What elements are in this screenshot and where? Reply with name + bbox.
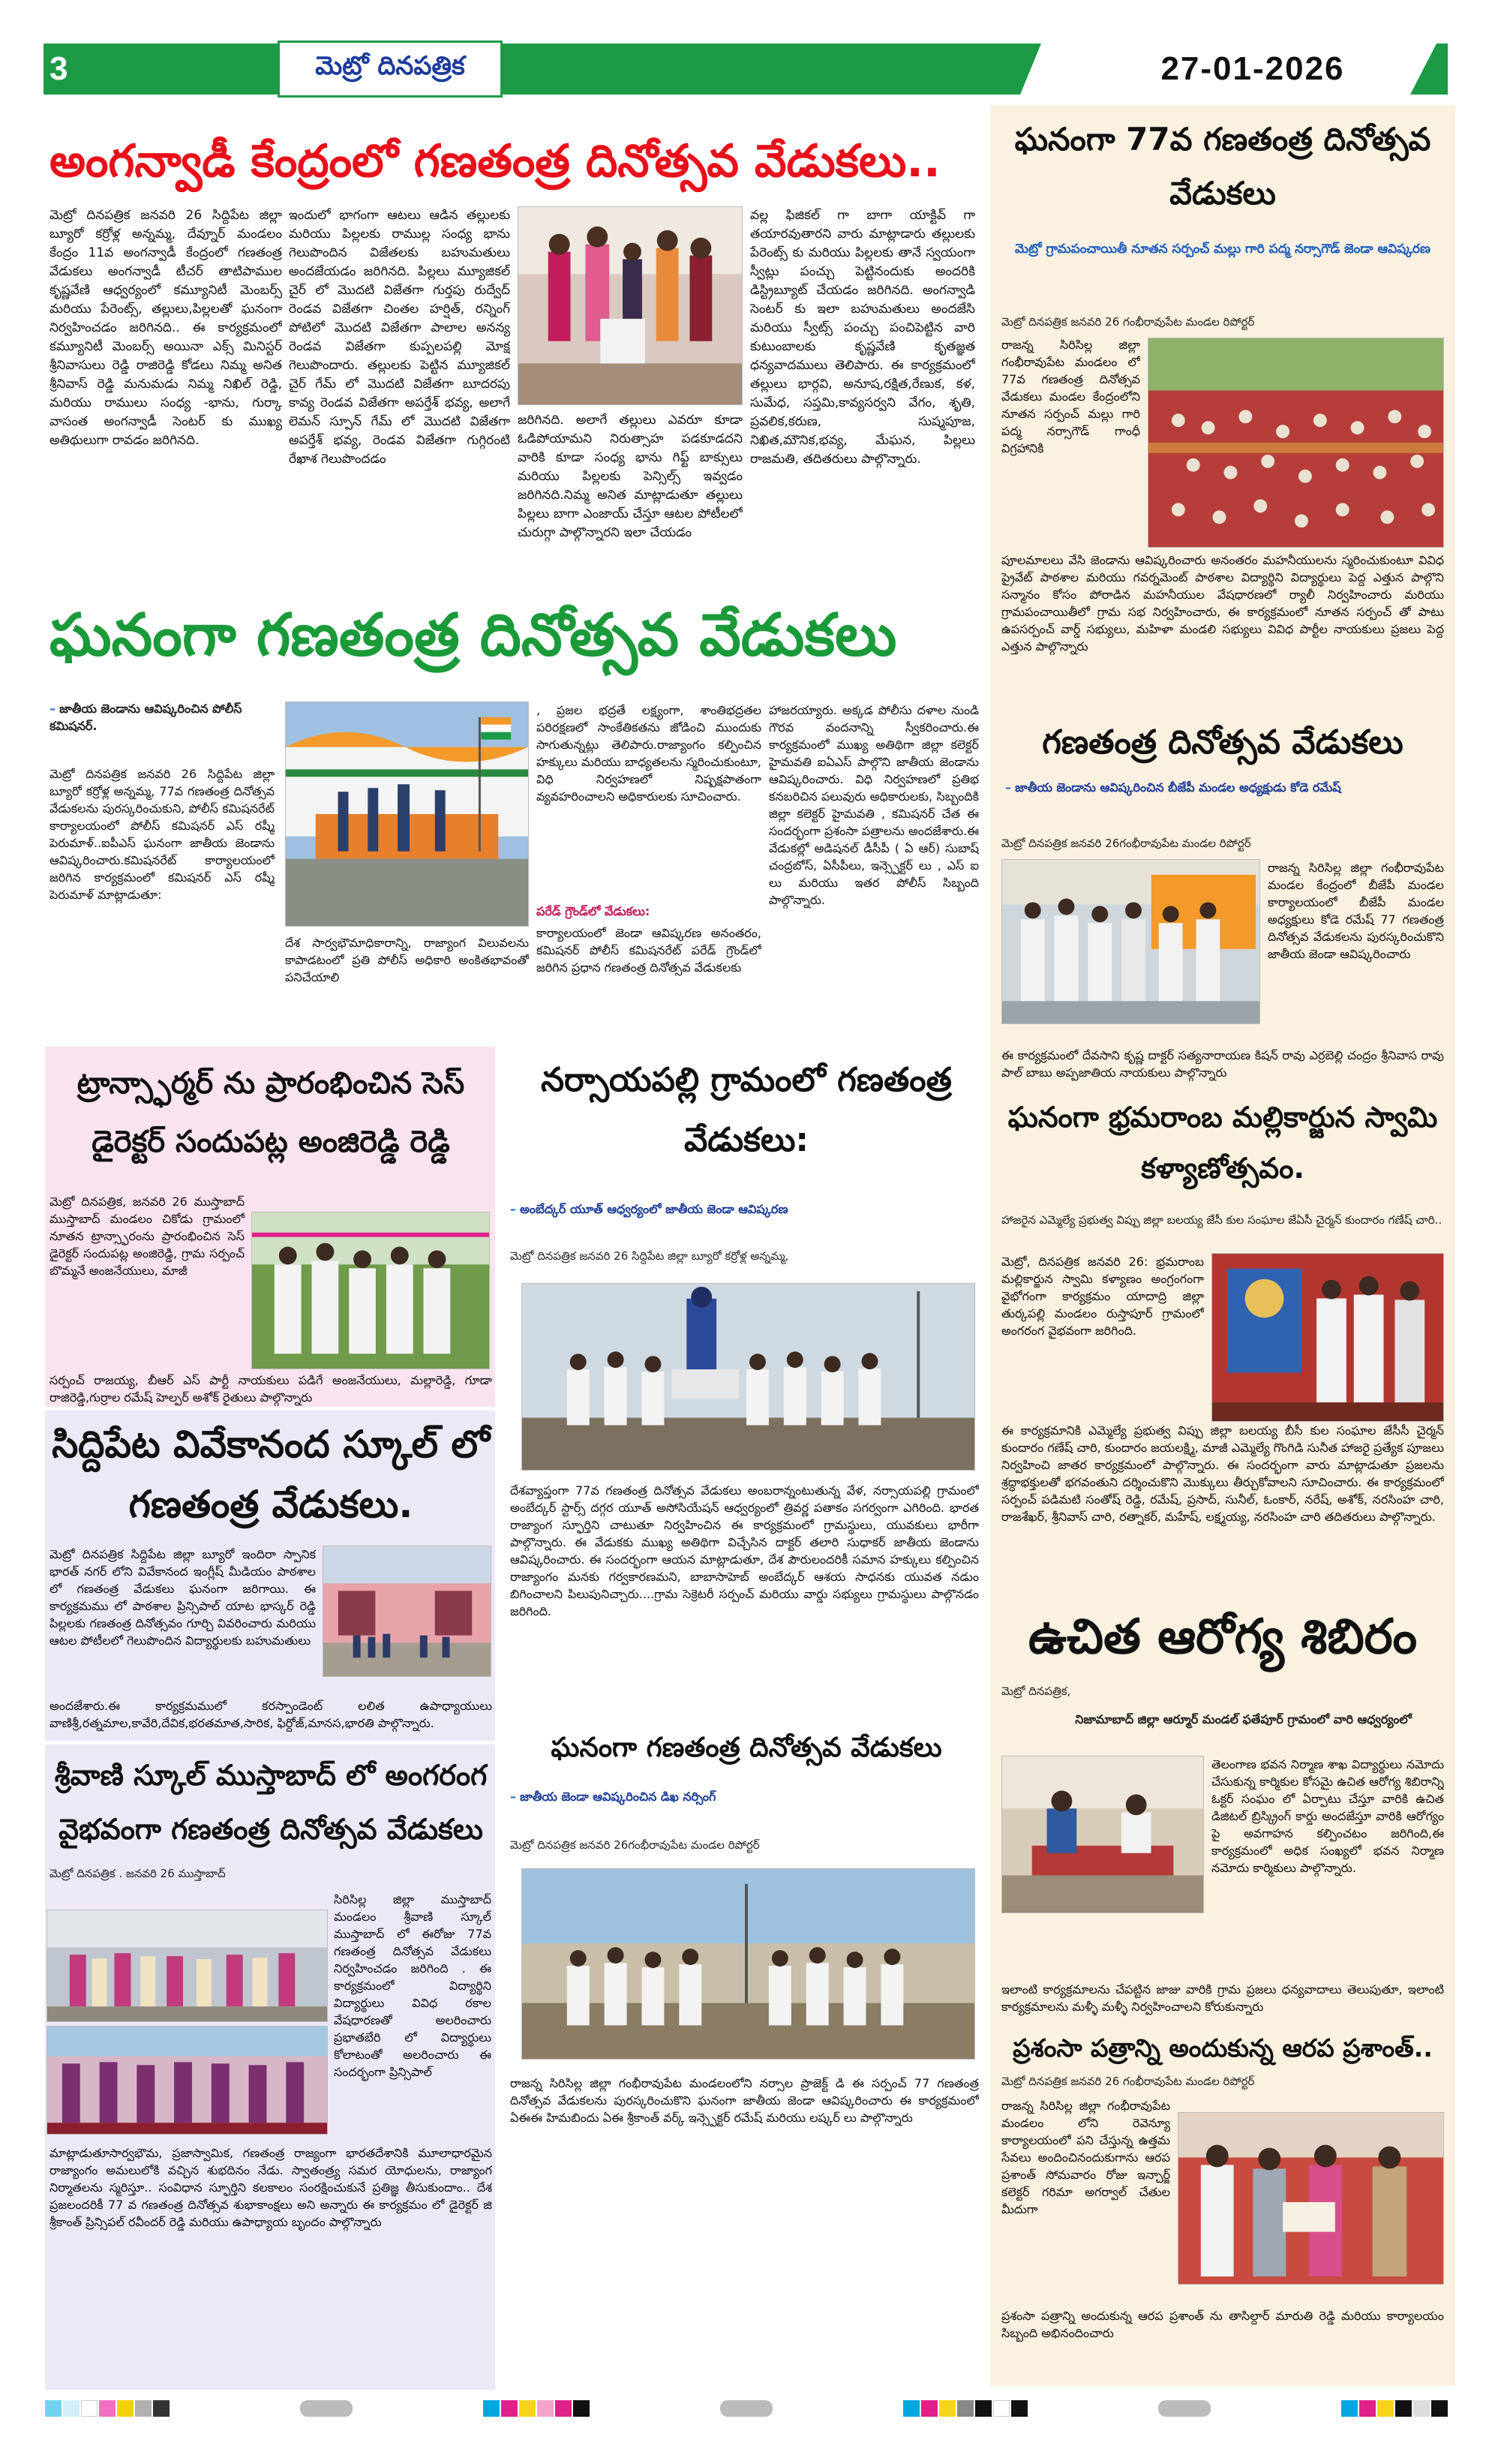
srivani-dateline: మెట్రో దినపత్రిక . జనవరి 26 ముస్తాబాద్ xyxy=(50,1867,226,1880)
dila-sub-text: జాతీయ జెండా ఆవిష్కరించిన డిఖ నర్సింగ్ xyxy=(520,1789,716,1804)
color-swatches xyxy=(720,2400,773,2417)
bjp-col2: ఈ కార్యక్రమంలో దేవసాని కృష్ణ దాక్టర్ సత్యనారాయణ కిషన్ రావు ఎర్రబెల్లి చంద్రం శ్రీనివాస రావు పాల్ బాబు అప్పజాతియ నాయకులు పాల్గొన్నారు xyxy=(1001,1048,1444,1080)
narsayapalli-headline: నర్సాయపల్లి గ్రామంలో గణతంత్ర వేడుకలు: xyxy=(541,1061,952,1159)
sub-dash: – xyxy=(50,702,56,716)
anganwadi-col1: మెట్రో దినపత్రిక జనవరి 26 సిద్దిపేట జిల్లా బ్యూరో కర్రోళ్ల అన్నమ్మ, దేవ్నూర్ మండలం కేంద్రం 11వ అంగన్వాడీ కేంద్రంలో గణతంత్ర వేడుకలు అంగన్వాడీ టీచర్ తాటిపాముల కృష్ణవేణి ఆధ్వర్యంలో కమ్యూనిటీ మెంబర్స్ మరియు పేరెంట్స్, తల్లులు,పిల్లలతో ఘనంగా నిర్వహించడం జరిగినది.. ఈ కార్యక్రమంలో కమ్యూనిటీ మెంబర్స్ అయినా ఎక్స్ మినిస్టర్ శ్రీనివాసులు రెడ్డి రాజిరెడ్డి కోడలు నిమ్మ అనిత శ్రీనివాస్ రెడ్డి మనుమడు నిమ్మ నిఖిల్ రెడ్డి, మరియు రాములు సంధ్య -భాను, గుర్కా వాసంత అంగన్వాడీ సెంటర్ కు ముఖ్య అతిథులుగా రావడం జరిగినది. xyxy=(50,208,282,448)
sub-dash: – xyxy=(510,1789,516,1804)
color-swatches xyxy=(903,2400,1028,2417)
color-swatches xyxy=(483,2400,590,2417)
anganwadi-headline: అంగన్వాడీ కేంద్రంలో గణతంత్ర దినోత్సవ వేడుకలు.. xyxy=(50,135,941,188)
srivani-col2: మాట్లాడుతూసార్వభౌమ, ప్రజాస్వామిక, గణతంత్ర రాజ్యంగా భారతదేశానికి మూలాధారమైన రాజ్యాంగం అమలులోకి వచ్చిన శుభదినం నేడు. స్వాతంత్ర్య సమర యోధులను, రాజ్యాంగ నిర్మాతలను స్మరిస్తూ.. సంవిధాన స్ఫూర్తిని కలకాలం సంరక్షించుకునే ప్రతిజ్ఞ తీసుకుందాం.. దేశ ప్రజలందరికీ 77 వ గణతంత్ర దినోత్సవ శుభాకాంక్షలు అని అన్నారు ఈ కార్యక్రమం లో డైరెక్టర్ జి శ్రీకాంత్ ప్రిన్సిపల్ రవీందర్ రెడ్డి మరియు ఉపాధ్యాయ బృందం పాల్గొన్నారు xyxy=(50,2146,492,2229)
police-col3: హాజరయ్యారు. అక్కడ పోలీసు దళాల నుండి గౌరవ వందనాన్ని స్వీకరించారు.ఈ కార్యక్రమంలో ముఖ్య అతిథిగా జిల్లా కలెక్టర్ హైమవతి ఐఏఎస్ పాల్గొని జాతీయ జెండాను ఆవిష్కరించారు. విధి నిర్వహణలో ప్రతిభ కనబరిచిన పలువురు అధికారులకు, సిబ్బందికి జిల్లా కలెక్టర్ హైమవతి , కమిషనర్ చేత ఈ సందర్భంగా ప్రశంసా పత్రాలను అందజేశారు.ఈ వేడుకల్లో అడిషనల్ డీసీపీ ( ఏ ఆర్) సుబాష్ చంద్రబోస్, ఏసీపీలు, ఇన్స్పెక్టర్ లు , ఎస్ ఐ లు మరియు ఇతర పోలీస్ సిబ్బంది పాల్గొన్నారు. xyxy=(769,703,979,907)
bhramaramba-col2: ఈ కార్యక్రమానికి ఎమ్మెల్యే ప్రభుత్వ విప్పు జిల్లా బలయ్య బీసీ కుల సంఘాల జేసీసీ చైర్మన్ కుందారం గణేష్ చారి, కుందారం జయలక్ష్మి, మాజీ ఎమ్మెల్యే గొంగిడి సునీత హాజరై ప్రత్యేక పూజలు నిర్వహించి జాతర కార్యక్రమంలో పాల్గొన్నారు. ఈ సందర్భంగా వారు మాట్లాడుతూ ప్రజలను శ్రద్ధాభక్తులతో భగవంతుని దర్శించుకొని మొక్కులు తీర్చుకోవాలని సూచించారు. ఈ కార్యక్రమంలో సర్పంచ్ పడిమటి సంతోష్ రెడ్డి, రమేష్, ప్రసాద్, సునీల్, ఓంకార్, నరేష్, అశోక్, నరసింహ చారి, రాజశేఖర్, శ్రీనివాస్ చారి, రత్నాకర్, మహేష్, లక్ష్మయ్య, నరసింహ చారి తదితరులు పాల్గొన్నారు. xyxy=(1001,1423,1444,1524)
registration-strip xyxy=(45,2397,1448,2420)
bjp-col1: రాజన్న సిరిసిల్ల జిల్లా గంభీరావుపేట మండల కేంద్రంలో బీజేపీ మండల కార్యాలయంలో బీజేపీ మండల అధ్యక్షులు కోడె రమేష్ 77 గణతంత్ర దినోత్సవ వేడుకలను పురస్కరించుకొని జాతీయ జెండా ఆవిష్కరించారు xyxy=(1268,861,1444,961)
srivani-col1: సిరిసిల్ల జిల్లా ముస్తాబాద్ మండలం శ్రీవాణి స్కూల్ ముస్తాబాద్ లో ఈరోజు 77వ గణతంత్ర దినోత్సవ వేడుకలు నిర్వహించడం జరిగింది . ఈ కార్యక్రమంలో విద్యార్థిని విద్యార్థులు వివిధ రకాల వేషధారణతో అలరించారు ప్రభాతబేరి లో విద్యార్థులు కోలాటంతో అలరించారు ఈ సందర్భంగా ప్రిన్సిపాల్ xyxy=(334,1892,491,2079)
vivekananda-col2: అందజేశారు.ఈ కార్యక్రమములో కరస్పాండెంట్ లలిత ఉపాధ్యాయులు వాణిశ్రీ,రత్నమాల,కావేరి,దేవిక,భరతమాత,సారిక, ఫిర్దోజ్,మానస,భారతి పాల్గొన్నారు. xyxy=(50,1699,492,1730)
police-col1b: దేశ సార్వభౌమాధికారాన్ని, రాజ్యాంగ విలువలను కాపాడటంలో ప్రతి పోలీస్ అధికారి అంకితభావంతో పనిచేయాలి xyxy=(285,936,529,984)
bjp-photo xyxy=(1001,859,1260,1024)
green-bar xyxy=(44,44,1079,95)
right77-dateline: మెట్రో దినపత్రిక జనవరి 26 గంభీరావుపేట మండల రిపోర్టర్ xyxy=(1001,315,1255,329)
bhramaramba-intro: హాజరైన ఎమ్మెల్యే ప్రభుత్వ విప్పు జిల్లా బలయ్య జేసీ కుల సంఘాల జేఏసీ చైర్మన్ కుందారం గణేష్ చారి.. xyxy=(1001,1213,1442,1227)
dila-body: రాజన్న సిరిసిల్ల జిల్లా గంభీరావుపేట మండలంలోని నర్సాల ప్రాజెక్ట్ డి ఈ సర్పంచ్ 77 గణతంత్ర దినోత్సవ వేడుకలను పురస్కరించుకొని ఘనంగా జాతీయ జెండా ఆవిష్కరించారు ఈ కార్యక్రమంలో ఏఈఈ హిమబిందు ఏఈ శ్రీకాంత్ వర్క్ ఇన్స్పెక్టర్ రమేష్ మరియు లష్కర్ లు పాల్గొన్నారు xyxy=(510,2076,979,2125)
health-col1: తెలంగాణ భవన నిర్మాణ శాఖ విద్యార్థులు నమోదు చేసుకున్న కార్మికుల కోసమై ఉచిత ఆరోగ్య శిబిరాన్ని ఓక్టర్ సంఘం లో ఏర్పాటు చేస్తూ వారికి ఉచిత డిజిటల్ బ్రిస్క్రింగ్ కార్డు అందజేస్తూ వారికి ఆరోగ్యం పై అవగాహన కల్పించటం జరిగింది,ఈ కార్యక్రమంలో అధిక సంఖ్యలో భవన నిర్మాణ నమోదు కార్మికులు పాల్గొన్నారు. xyxy=(1211,1757,1444,1875)
transformer-headline: ట్రాన్స్ఫార్మర్ ను ప్రారంభించిన సెస్ డైరెక్టర్ సందుపట్ల అంజిరెడ్డి రెడ్డి xyxy=(77,1066,465,1159)
masthead xyxy=(0,0,1489,113)
right77-col1: రాజన్న సిరిసిల్ల జిల్లా గంభీరావుపేట మండలం లో 77వ గణతంత్ర దినోత్సవ వేడుకలు మండల కేంద్రంలోని నూతన సర్పంచ్ మల్లు గారి పద్మ నర్సాగౌడ్ గాంధీ విగ్రహానికి xyxy=(1001,338,1140,455)
bjp-headline: గణతంత్ర దినోత్సవ వేడుకలు xyxy=(1042,723,1403,762)
health-headline: ఉచిత ఆరోగ్య శిబిరం xyxy=(1028,1609,1418,1665)
prasanth-dateline: మెట్రో దినపత్రిక జనవరి 26 గంభీరావుపేట మండల రిపోర్టర్ xyxy=(1001,2075,1255,2088)
health-photo xyxy=(1001,1756,1204,1913)
anganwadi-col2: ఇందులో భాగంగా ఆటలు ఆడిన తల్లులకు మరియు పిల్లలకు రాముల్ల సంధ్య భాను గెలుపొందిన విజేతలకు బహుమతులు అందజేయడం జరిగినది. పిల్లలు మ్యూజికల్ చైర్ లో మొదటి విజేతగా గుర్తపు రుద్వేద్ రెండవ విజేతగా చింతల హర్షిత్, రన్నింగ్ పోటిలో మొదటి విజేతగా పాలాల అనన్య రెండవ విజేతగా కుప్పలపల్లి మోక్ష గెలుపొందారు. తల్లులకు పెట్టిన మ్యూజికల్ చైర్ గేమ్ లో మొదటి విజేతగా బూదరపు కావ్య రెండవ విజేతగా అపర్తేశ్ భవ్య, అలాగే లెమన్ స్పూన్ గేమ్ లో మొదటి విజేతగా అపర్తేశ్ భవ్య, రెండవ విజేతగా గుగ్గిరంటి రేఖాశ గెలుపొందడం xyxy=(289,208,510,467)
prasanth-col2: ప్రశంసా పత్రాన్ని అందుకున్న ఆరప ప్రశాంత్ ను తాసిల్దార్ మారుతి రెడ్డి మరియు కార్యాలయం సిబ్బంది అభినందించారు xyxy=(1001,2309,1444,2340)
police-col2b: కార్యాలయంలో జెండా ఆవిష్కరణ అనంతరం, కమిషనర్ పోలీస్ కమిషనరేట్ పరేడ్ గ్రౌండ్‌లో జరిగిన ప్రధాన గణతంత్ర దినోత్సవ వేడుకలకు xyxy=(536,926,761,975)
vivekananda-photo xyxy=(323,1546,491,1677)
republic-day-headline: ఘనంగా గణతంత్ర దినోత్సవ వేడుకలు xyxy=(50,602,897,669)
vivekananda-headline: సిద్దిపేట వివేకానంద స్కూల్ లో గణతంత్ర వేడుకలు. xyxy=(52,1423,490,1526)
prasanth-col1: రాజన్న సిరిసిల్ల జిల్లా గంభీరావుపేట మండలం లోని రెవెన్యూ కార్యాలయంలో పని చేస్తున్న ఉత్తమ సేవలు అందించినందుకుగాను ఆరప ప్రశాంత్ సోమవారం రోజు ఇన్చార్జ్ కలెక్టర్ గరిమా అగర్వాల్ చేతుల మీదుగా xyxy=(1001,2099,1170,2216)
police-sub-text: జాతీయ జెండాను ఆవిష్కరించిన పోలీస్ కమిషనర్. xyxy=(50,702,242,733)
health-sub: నిజామాబాద్ జిల్లా ఆర్మూర్ మండల్ ఫతేపూర్ గ్రామంలో వారి ఆధ్వర్యంలో xyxy=(1075,1712,1412,1726)
anganwadi-photo xyxy=(518,206,743,405)
srivani-headline: శ్రీవాణి స్కూల్ ముస్తాబాద్ లో అంగరంగ వైభవంగా గణతంత్ర దినోత్సవ వేడుకలు xyxy=(54,1759,488,1846)
anganwadi-col3: జరిగినది. అలాగే తల్లులు ఎవరూ కూడా ఓడిపోయామని నిరుత్సాహ పడకూడదని వారికి కూడా సంధ్య భాను గిఫ్ట్ బాక్సులు మరియు పిల్లలకు పెన్సిల్స్ ఇవ్వడం జరిగినది.నిమ్మ అనిత మాట్లాడుతూ తల్లులు పిల్లలు బాగా ఎంజాయ్ చేస్తూ ఆటల పోటీలలో చురుగ్గా పాల్గొన్నారని ఇలా చేయడం xyxy=(518,413,743,540)
issue-date: 27-01-2026 xyxy=(1160,50,1345,87)
health-col2: ఇలాంటి కార్యక్రమాలను చేపట్టిన జాజు వారికి గ్రామ ప్రజలు ధన్యవాదాలు తెలుపుతూ, ఇలాంటి కార్యక్రమాలను మళ్ళీ మళ్ళీ నిర్వహించాలని కోరుకున్నారు xyxy=(1001,1982,1444,2014)
narsayapalli-dateline: మెట్రో దినపత్రిక జనవరి 26 సిద్దిపేట జిల్లా బ్యూరో కర్రోళ్ల అన్నమ్మ, xyxy=(510,1249,789,1263)
bhramaramba-col1: మెట్రో, దినపత్రిక జనవరి 26: భ్రమరాంబ మల్లికార్జున స్వామి కళ్యాణం అంగ్రంగంగా వైభోగంగా కార్యక్రమం యాదాద్రి జిల్లా తుర్కపల్లి మండలం రుస్తాపూర్ గ్రామంలో అంగరంగ వైభవంగా జరిగింది. xyxy=(1001,1255,1204,1338)
color-swatches xyxy=(45,2400,170,2417)
vivekananda-col1: మెట్రో దినపత్రిక సిద్దిపేట జిల్లా బ్యూరో ఇందిరా స్పానిక భారత్ నగర్ లోని వివేకానంద ఇంగ్లీష్ మీడియం పాఠశాల లో గణతంత్ర వేడుకలు ఘనంగా జరిగాయి. ఈ కార్యక్రమము లో పాఠశాల ప్రిన్సిపాల్ యాట భాస్కర్ రెడ్డి పిల్లలకు గణతంత్ర దినోత్సవం గూర్చి వివరించారు మరియు ఆటల పోటీలలో గెలుపొందిన విద్యార్థులకు బహుమతులు xyxy=(50,1547,316,1648)
prasanth-photo xyxy=(1178,2112,1444,2285)
dila-headline: ఘనంగా గణతంత్ర దినోత్సవ వేడుకలు xyxy=(551,1732,942,1763)
police-sub xyxy=(50,702,275,747)
bjp-sub-text: జాతీయ జెండాను ఆవిష్కరించిన బీజేపీ మండల అధ్యక్షుడు కోడె రమేష్ xyxy=(1015,780,1341,795)
police-col2: , ప్రజల భద్రతే లక్ష్యంగా, శాంతిభద్రతల పరిరక్షణలో సాంకేతికతను జోడించి ముందుకు సాగుతున్నట్లు తెలిపారు.రాజ్యాంగం కల్పించిన హక్కులు మరియు బాధ్యతలను స్మరించుకుంటూ, విధి నిర్వహణలో నిష్పక్షపాతంగా వ్యవహరించాలని అధికారులకు సూచించారు. xyxy=(536,703,761,804)
narsayapalli-photo xyxy=(521,1283,975,1471)
transformer-col1: మెట్రో దినపత్రిక, జనవరి 26 ముస్తాబాద్ ముస్తాబాద్ మండలం చికోడు గ్రామంలో నూతన ట్రాన్స్ఫారంను ప్రారంభించిన సెస్ డైరెక్టర్ సందుపట్ల అంజిరెడ్డి, గ్రామ సర్పంచ్ బొమ్మనే అంజనేయులు, మాజీ xyxy=(50,1194,245,1278)
narsayapalli-sub xyxy=(510,1202,983,1224)
srivani-photo-2 xyxy=(47,2026,328,2135)
srivani-photo-1 xyxy=(47,1910,328,2022)
prasanth-headline: ప్రశంసా పత్రాన్ని అందుకున్న ఆరప ప్రశాంత్.. xyxy=(1013,2033,1433,2063)
dila-dateline: మెట్రో దినపత్రిక జనవరి 26గంభీరావుపేట మండల రిపోర్టర్ xyxy=(510,1838,760,1852)
sub-dash: – xyxy=(1005,780,1011,795)
right77-headline: ఘనంగా 77వ గణతంత్ర దినోత్సవ వేడుకలు xyxy=(1014,121,1431,212)
dila-sub xyxy=(510,1789,983,1812)
narsayapalli-sub-text: అంబేద్కర్ యూత్ ఆధ్వర్యంలో జాతీయ జెండా ఆవిష్కరణ xyxy=(520,1202,788,1216)
color-swatches xyxy=(1158,2400,1211,2417)
color-swatches xyxy=(1341,2400,1448,2417)
paper-name: మెట్రో దినపత్రిక xyxy=(315,51,465,81)
bhramaramba-photo xyxy=(1211,1253,1444,1422)
parade-label: పరేడ్ గ్రౌండ్‌లో వేడుకలు: xyxy=(536,904,650,918)
right77-sub: మెట్రో గ్రామపంచాయితీ నూతన సర్పంచ్ మల్లు గారి పద్మ నర్సాగౌడ్ జెండా ఆవిష్కరణ xyxy=(1014,242,1431,257)
bjp-sub xyxy=(1005,780,1444,803)
police-photo xyxy=(285,702,529,927)
narsayapalli-body: దేశవ్యాప్తంగా 77వ గణతంత్ర దినోత్సవ వేడుకలు అంబరాన్నంటుతున్న వేళ, నర్సాయపల్లి గ్రామంలో అంబేద్కర్ స్టార్స్ దగ్గర యూత్ అసోసియేషన్ ఆధ్వర్యంలో త్రివర్ణ పతాకం సగర్వంగా ఎగిరింది. భారత రాజ్యాంగ స్ఫూర్తిని చాటుతూ నిర్వహించిన ఈ కార్యక్రమంలో గ్రామస్థులు, యువకులు భారీగా పాల్గొన్నారు. ఈ వేడుకకు ముఖ్య అతిథిగా విచ్చేసిన దాక్టర్ తలారి సుధాకర్ జాతీయ జెండాను ఆవిష్కరించారు. ఈ సందర్భంగా ఆయన మాట్లాడుతూ, దేశ పౌరులందరికీ సమాన హక్కులు కల్పించిన రాజ్యాంగం మనకు గర్వకారణమని, బాబాసాహెబ్ అంబేద్కర్ ఆశయ సాధనకు యువత నడుం బిగించాలని పిలుపునిచ్చారు....గ్రామ సెక్రెటరీ సర్పంచ్ మరియు వార్డు సభ్యులు గ్రామస్థులు పాల్గొనడం జరిగింది. xyxy=(510,1483,979,1618)
sub-dash: – xyxy=(510,1202,516,1216)
health-dateline: మెట్రో దినపత్రిక, xyxy=(1001,1684,1071,1698)
anganwadi-col4: వల్ల ఫిజికల్ గా బాగా యాక్టివ్ గా తయారవుతారని వారు మాట్లాడారు తల్లులకు పేరెంట్స్ కు మరియు పిల్లలకు తానే స్వయంగా స్వీట్లు పంచ్చు పెట్టినందుకు అందరికి డిస్ట్రిబ్యూట్ చేయడం జరిగినది. అంగన్వాడి సెంటర్ కు ఇలా బహుమతులు అందజేసి మరియు స్వీట్స్ పంచ్చు పంచిపెట్టిన వారి కుటుంబాలకు కృష్ణవేణి కృతజ్ఞత ధన్యవాదములు తెలిపారు. ఈ కార్యక్రమంలో తల్లులు భార్గవి, అనూష,రక్షిత,రేణుక, కళ, సుమేధ, సప్తమి,కావ్యసర్వని వేగం, శృతి, ప్రవలిక,కరుణ, సుష్మపూజ, నిఖిత,మౌనిక,భవ్య, మేఘన, పిల్లలు రాజమతి, తదితరులు పాల్గొన్నారు. xyxy=(750,208,975,467)
police-col1: మెట్రో దినపత్రిక జనవరి 26 సిద్దిపేట జిల్లా బ్యూరో కర్రోళ్ల అన్నమ్మ, 77వ గణతంత్ర దినోత్సవ వేడుకలను పురస్కరించుకుని, పోలీస్ కమిషనరేట్ కార్యాలయంలో పోలీస్ కమిషనర్ ఎస్ రష్మీ పెరుమాళ్..ఐపీఎస్ ఘనంగా జాతీయ జెండాను ఆవిష్కరించారు.కమిషనరేట్ కార్యాలయంలో జరిగిన కార్యక్రమంలో కమిషనర్ ఎస్ రష్మీ పెరుమాళ్ మాట్లాడుతూ: xyxy=(50,767,275,902)
transformer-col2: సర్పంచ్ రాజయ్య, బీఆర్ ఎస్ పార్టీ నాయకులు పడిగే అంజనేయులు, మల్లారెడ్డి, గూడా రాజిరెడ్డి,గుర్రాల రమేష్ హెల్పర్ అశోక్ రైతులు పాల్గొన్నారు xyxy=(50,1373,492,1405)
right77-col2: పూలమాలలు వేసి జెండాను ఆవిష్కరించారు అనంతరం మహనీయులను స్మరించుకుంటూ వివిధ ప్రైవేట్ పాఠశాల మరియు గవర్నమెంట్ పాఠశాల విద్యార్థిని విద్యార్థులు పెద్ద ఎత్తున పాల్గొని సన్మానం కోసం పోరాడిన మహనీయుల వేషధారణలో ర్యాలీ నిర్వహించారు మరియు గ్రామపంచాయితీలో గ్రామ సభ నిర్వహించారు, ఈ కార్యక్రమంలో నూతన సర్పంచ్ తో పాటు ఉపసర్పంచ్ వార్డ్ సభ్యులు, మహిళా మండలి సభ్యులు వివిధ పార్టీల నాయకులు ప్రజలు పెద్ద ఎత్తున పాల్గొన్నారు xyxy=(1001,553,1444,654)
page-number: 3 xyxy=(50,50,68,87)
transformer-photo xyxy=(251,1212,490,1369)
right77-photo xyxy=(1148,338,1444,548)
dila-photo xyxy=(521,1868,975,2060)
color-swatches xyxy=(300,2400,353,2417)
bjp-dateline: మెట్రో దినపత్రిక జనవరి 26గంభీరావుపేట మండల రిపోర్టర్ xyxy=(1001,837,1251,850)
bhramaramba-headline: ఘనంగా భ్రమరాంబ మల్లికార్జున స్వామి కళ్యాణోత్సవం. xyxy=(1007,1101,1438,1185)
paper-logo xyxy=(278,41,503,98)
